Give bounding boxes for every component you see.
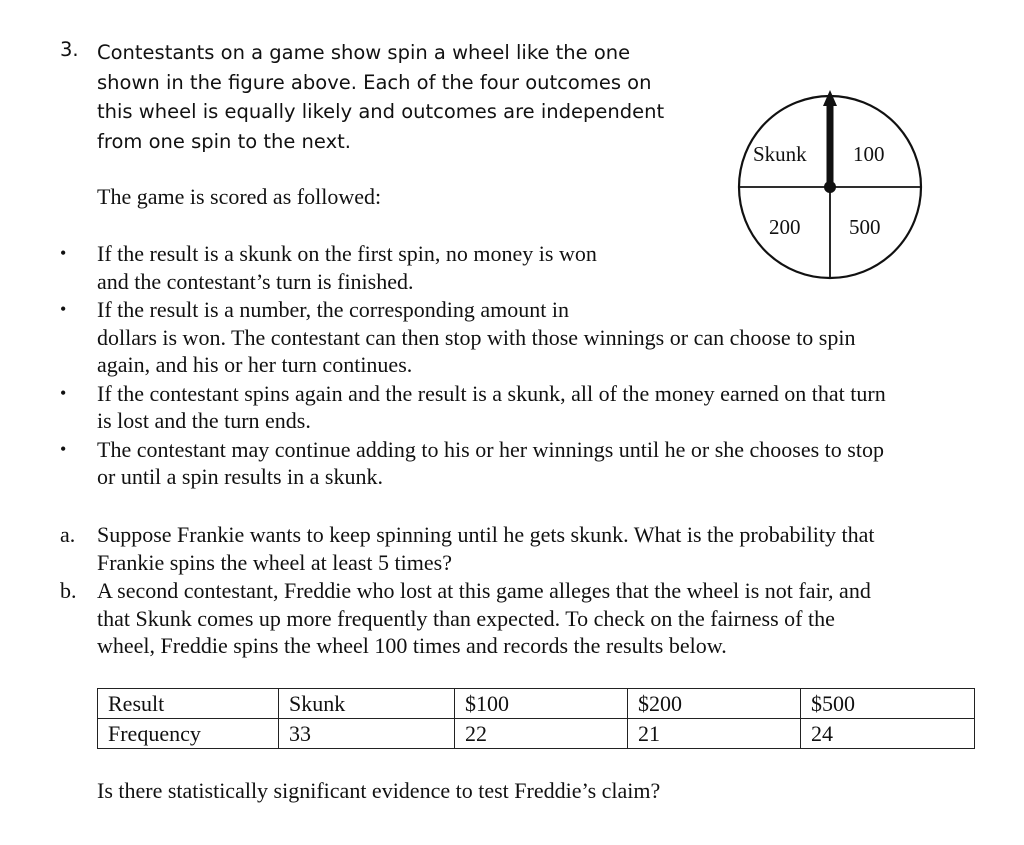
intro-line: shown in the figure above. Each of the four outcomes on (97, 70, 652, 94)
list-item (0, 296, 1000, 379)
intro-line: Contestants on a game show spin a wheel like the one (97, 41, 631, 64)
question-number: 3. (60, 38, 79, 61)
table-cell: 22 (455, 719, 628, 749)
rule-line: dollars is won. The contestant can then stop with those winnings or can choose to spin (97, 324, 856, 350)
rules-list (0, 240, 1000, 492)
bullet-icon: • (60, 382, 67, 403)
rule-line: If the result is a skunk on the first spin, no money is won (97, 241, 597, 266)
part-line: Frankie spins the wheel at least 5 times? (97, 549, 452, 575)
part-line: A second contestant, Freddie who lost at this game alleges that the wheel is not fair, and (97, 578, 871, 603)
wheel-label-100: 100 (853, 142, 885, 166)
table-cell: $100 (455, 689, 628, 719)
table-cell: $500 (801, 689, 975, 719)
rule-line: is lost and the turn ends. (97, 408, 311, 433)
table-cell: 21 (628, 719, 801, 749)
bullet-icon: • (60, 243, 67, 263)
table-row (98, 689, 975, 719)
question-parts (0, 521, 1000, 661)
intro-line: this wheel is equally likely and outcomes are independent (97, 100, 665, 123)
rule-line: The contestant may continue adding to his or her winnings until he or she chooses to stop (97, 436, 884, 462)
row-header-result: Result (98, 689, 279, 719)
bullet-icon: • (60, 299, 67, 319)
list-item (0, 380, 1000, 435)
wheel-label-200: 200 (769, 215, 801, 239)
table-cell: $200 (628, 689, 801, 719)
wheel-label-500: 500 (849, 215, 881, 239)
part-line: wheel, Freddie spins the wheel 100 times and records the results below. (97, 633, 727, 658)
part-label: a. (60, 522, 76, 547)
closing-question: Is there statistically significant evidence to test Freddie’s claim? (97, 778, 661, 803)
spinner-hub (824, 181, 836, 193)
table-row (98, 719, 975, 749)
wheel-label-skunk: Skunk (753, 142, 807, 166)
frequency-table (97, 688, 975, 749)
table-cell: Skunk (279, 689, 455, 719)
list-item (0, 240, 1000, 295)
part-label: b. (60, 578, 77, 603)
part-line: Suppose Frankie wants to keep spinning until he gets skunk. What is the probability that (97, 522, 875, 547)
table-cell: 24 (801, 719, 975, 749)
rule-line: If the contestant spins again and the result is a skunk, all of the money earned on that turn (97, 380, 886, 406)
table-cell: 33 (279, 719, 455, 749)
part-line: that Skunk comes up more frequently than expected. To check on the fairness of the (97, 605, 835, 631)
rule-line: again, and his or her turn continues. (97, 352, 413, 377)
scoring-intro: The game is scored as followed: (97, 184, 382, 209)
bullet-icon: • (60, 438, 67, 459)
row-header-frequency: Frequency (98, 719, 279, 749)
rule-line: or until a spin results in a skunk. (97, 464, 383, 489)
intro-line: from one spin to the next. (97, 129, 351, 153)
rule-line: and the contestant’s turn is finished. (97, 268, 414, 294)
list-item (0, 436, 1000, 491)
part-a (0, 521, 1000, 576)
rule-line: If the result is a number, the corresponding amount in (97, 297, 570, 322)
question-intro (97, 38, 687, 156)
part-b (0, 577, 1000, 660)
